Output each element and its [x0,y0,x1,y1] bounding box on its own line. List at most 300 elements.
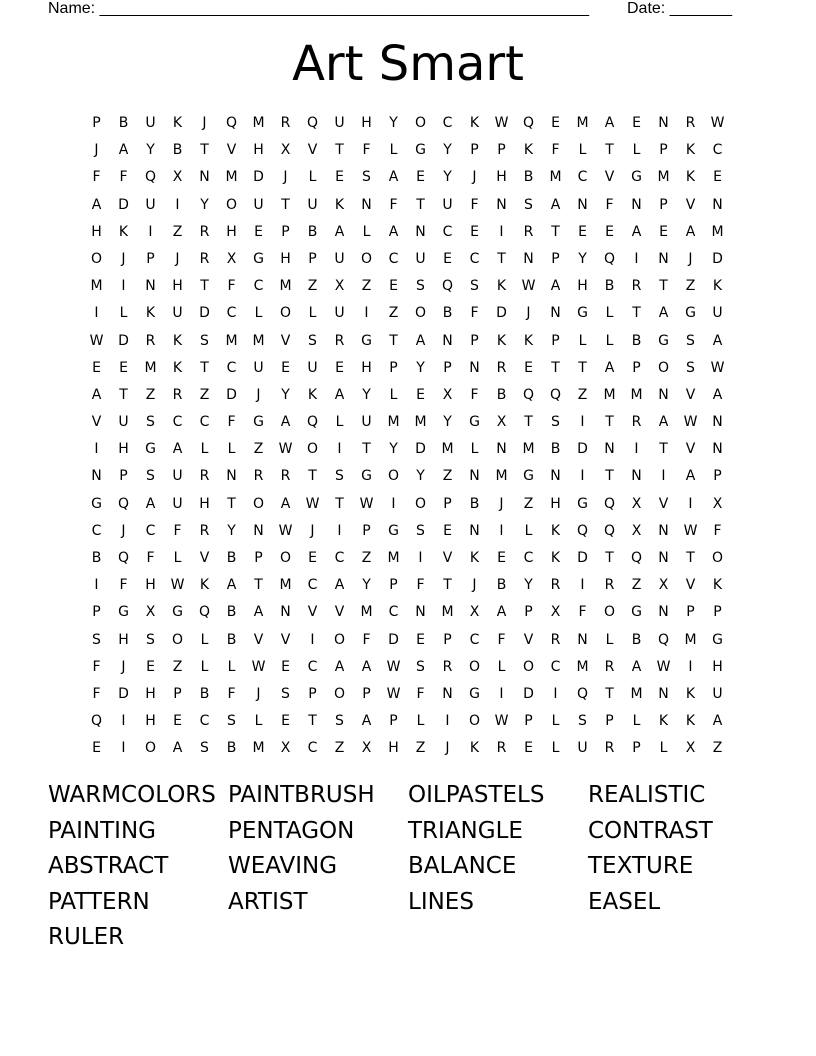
grid-letter: J [283,169,288,186]
grid-letter: B [496,386,507,403]
grid-letter: S [146,414,155,431]
grid-letter: M [684,631,697,648]
grid-letter: C [469,631,480,648]
grid-letter: X [145,604,156,621]
grid-letter: K [145,305,156,322]
grid-letter: H [118,631,129,648]
grid-letter: W [89,332,104,349]
grid-letter: I [121,740,126,757]
grid-letter: S [146,631,155,648]
grid-letter: I [175,196,180,213]
grid-letter: T [686,550,695,566]
grid-letter: G [577,305,588,322]
grid-letter: A [91,386,102,403]
grid-letter: N [226,468,237,485]
grid-letter: D [577,550,588,566]
grid-letter: S [308,332,317,349]
grid-letter: E [497,550,506,566]
grid-letter: L [389,386,398,403]
grid-letter: G [172,604,183,621]
grid-letter: O [468,658,481,675]
grid-letter: U [172,468,183,485]
grid-letter: O [279,305,292,322]
grid-letter: T [308,468,317,485]
grid-letter: U [118,414,129,431]
grid-letter: J [94,142,99,159]
grid-letter: P [497,142,506,159]
grid-letter: E [335,169,344,186]
grid-letter: A [334,386,345,403]
grid-letter: E [92,740,101,757]
grid-letter: Z [199,386,210,403]
grid-letter: U [172,495,183,512]
grid-letter: Y [200,196,209,213]
word-list-item: PATTERN [48,888,150,915]
grid-letter: U [145,196,156,213]
grid-letter: Y [362,386,371,403]
grid-letter: M [657,169,670,186]
grid-letter: F [362,631,371,648]
grid-letter: A [334,658,345,675]
grid-letter: Z [388,305,399,322]
grid-letter: C [388,604,399,621]
grid-letter: N [469,468,480,485]
grid-letter: K [199,577,210,594]
grid-letter: N [658,386,669,403]
grid-letter: G [145,441,156,458]
grid-letter: Q [549,386,562,403]
grid-letter: N [658,522,669,539]
grid-letter: J [121,250,126,267]
grid-letter: L [335,414,344,431]
grid-letter: B [523,169,534,186]
grid-letter: N [658,685,669,702]
grid-letter: W [251,658,266,675]
grid-letter: L [605,631,614,648]
grid-letter: E [632,115,641,131]
grid-letter: T [389,332,398,349]
grid-letter: W [494,713,509,730]
grid-letter: Q [603,522,616,539]
grid-letter: V [253,631,264,648]
name-field[interactable]: Name: _______________________________________________________ [48,0,589,17]
grid-letter: A [550,278,561,295]
grid-letter: M [549,169,562,186]
grid-letter: K [550,550,561,566]
grid-letter: B [631,332,642,349]
grid-letter: R [523,223,534,240]
grid-letter: M [630,386,643,403]
grid-letter: S [524,196,533,213]
grid-letter: I [364,305,369,322]
grid-letter: I [499,223,504,240]
grid-letter: S [200,740,209,757]
grid-letter: X [172,169,183,186]
grid-letter: P [632,359,641,376]
grid-letter: Z [415,740,426,757]
grid-letter: L [659,740,668,757]
grid-letter: H [280,250,291,267]
grid-letter: K [172,359,183,376]
grid-letter: G [253,414,264,431]
grid-letter: V [307,142,318,159]
grid-letter: Q [657,631,670,648]
word-list-item: RULER [48,924,125,951]
grid-letter: K [172,115,183,131]
grid-letter: Z [712,740,723,757]
grid-letter: P [308,250,317,267]
grid-letter: T [659,441,668,458]
grid-letter: C [145,522,156,539]
grid-letter: A [712,332,723,349]
grid-letter: B [550,441,561,458]
grid-letter: R [334,332,345,349]
grid-letter: I [580,577,585,594]
grid-letter: B [496,577,507,594]
grid-letter: T [605,142,614,159]
grid-letter: M [630,685,643,702]
grid-letter: P [551,332,560,349]
grid-letter: U [253,359,264,376]
grid-letter: W [710,359,725,376]
grid-letter: Y [443,169,452,186]
grid-letter: A [631,658,642,675]
grid-letter: X [334,278,345,295]
word-list-item: TEXTURE [588,853,694,880]
grid-letter: J [526,305,531,322]
grid-letter: W [683,414,698,431]
grid-letter: S [416,658,425,675]
grid-letter: Q [306,115,319,131]
grid-letter: T [227,495,236,512]
grid-letter: S [416,522,425,539]
grid-letter: M [279,577,292,594]
grid-letter: Y [578,250,587,267]
grid-letter: B [226,740,237,757]
grid-letter: O [333,631,346,648]
grid-letter: R [199,250,210,267]
grid-letter: P [443,495,452,512]
grid-letter: P [443,631,452,648]
grid-letter: M [252,740,265,757]
grid-letter: Y [389,115,398,131]
grid-letter: T [659,278,668,295]
grid-letter: A [145,495,156,512]
grid-letter: P [173,685,182,702]
word-list-item: REALISTIC [588,782,706,808]
grid-letter: P [659,142,668,159]
grid-letter: E [389,278,398,295]
grid-letter: N [469,522,480,539]
grid-letter: L [578,332,587,349]
grid-letter: G [577,495,588,512]
grid-letter: G [631,169,642,186]
grid-letter: Z [172,223,183,240]
grid-letter: X [469,604,480,621]
grid-letter: Z [361,550,372,566]
grid-letter: B [226,604,237,621]
word-list-item: PAINTBRUSH [228,782,375,808]
grid-letter: B [91,550,102,566]
grid-letter: F [227,414,236,431]
grid-letter: K [685,713,696,730]
grid-letter: A [388,223,399,240]
grid-letter: B [631,631,642,648]
grid-letter: P [389,577,398,594]
grid-letter: M [576,658,589,675]
grid-letter: I [553,685,558,702]
grid-letter: G [361,468,372,485]
grid-letter: E [92,359,101,376]
grid-letter: A [712,386,723,403]
grid-letter: R [280,115,291,131]
grid-letter: N [496,196,507,213]
grid-letter: A [172,441,183,458]
grid-letter: O [252,495,265,512]
grid-letter: F [416,685,425,702]
grid-letter: J [688,250,693,267]
grid-letter: W [305,495,320,512]
grid-letter: A [631,223,642,240]
grid-letter: J [256,386,261,403]
grid-letter: V [199,550,210,566]
grid-letter: A [361,713,372,730]
grid-letter: Q [576,685,589,702]
grid-letter: A [118,142,129,159]
grid-letter: F [173,522,182,539]
grid-letter: E [524,359,533,376]
grid-letter: Y [362,577,371,594]
grid-letter: U [361,414,372,431]
grid-letter: L [551,740,560,757]
grid-letter: P [713,604,722,621]
grid-letter: T [632,305,641,322]
grid-letter: F [227,685,236,702]
grid-letter: K [469,115,480,131]
grid-letter: J [175,250,180,267]
grid-letter: D [712,250,723,267]
grid-letter: Q [630,550,643,566]
grid-letter: R [604,740,615,757]
grid-letter: Q [603,250,616,267]
grid-letter: E [659,223,668,240]
grid-letter: L [632,713,641,730]
word-list-item: ABSTRACT [48,853,169,880]
grid-letter: F [470,305,479,322]
grid-letter: H [253,142,264,159]
grid-letter: L [632,142,641,159]
grid-letter: H [361,359,372,376]
grid-letter: I [499,522,504,539]
grid-letter: I [391,495,396,512]
grid-letter: F [416,577,425,594]
grid-letter: Q [306,414,319,431]
grid-letter: S [146,468,155,485]
grid-letter: M [495,468,508,485]
grid-letter: H [577,278,588,295]
grid-letter: C [226,305,237,322]
grid-letter: I [634,250,639,267]
grid-letter: K [658,713,669,730]
grid-letter: R [199,522,210,539]
grid-letter: C [172,414,183,431]
grid-letter: I [121,713,126,730]
grid-letter: A [604,115,615,131]
grid-letter: O [657,359,670,376]
word-list-item: WEAVING [228,853,338,880]
grid-letter: R [145,332,156,349]
grid-letter: H [145,713,156,730]
grid-letter: Z [523,495,534,512]
grid-letter: V [280,332,291,349]
date-field[interactable]: Date: _______ [627,0,732,17]
grid-letter: L [578,142,587,159]
grid-letter: P [713,468,722,485]
grid-letter: P [281,223,290,240]
grid-letter: E [551,115,560,131]
grid-letter: Z [253,441,264,458]
grid-letter: Y [524,577,533,594]
grid-letter: C [199,713,210,730]
grid-letter: Q [117,495,130,512]
grid-letter: N [253,522,264,539]
grid-letter: M [90,278,103,295]
grid-letter: K [496,332,507,349]
grid-letter: O [360,250,373,267]
grid-letter: I [580,468,585,485]
grid-letter: A [334,223,345,240]
grid-letter: T [335,495,344,512]
grid-letter: R [604,658,615,675]
grid-letter: M [441,441,454,458]
grid-letter: F [470,386,479,403]
grid-letter: T [605,550,614,566]
grid-letter: Q [117,550,130,566]
grid-letter: U [577,740,588,757]
grid-letter: O [333,685,346,702]
grid-letter: Z [685,278,696,295]
grid-letter: P [524,604,533,621]
grid-letter: V [685,386,696,403]
grid-letter: P [470,142,479,159]
grid-letter: X [631,522,642,539]
grid-letter: H [145,685,156,702]
grid-letter: O [90,250,103,267]
grid-letter: K [307,386,318,403]
grid-letter: P [524,713,533,730]
grid-letter: F [227,278,236,295]
grid-letter: G [415,142,426,159]
grid-letter: M [441,604,454,621]
grid-letter: N [496,441,507,458]
grid-letter: H [172,278,183,295]
grid-letter: C [91,522,102,539]
grid-letter: B [172,142,183,159]
grid-letter: W [521,278,536,295]
grid-letter: S [335,468,344,485]
grid-letter: U [307,196,318,213]
grid-letter: U [415,250,426,267]
grid-letter: T [308,713,317,730]
grid-letter: P [389,713,398,730]
grid-letter: L [551,713,560,730]
grid-letter: F [119,169,128,186]
grid-letter: C [550,658,561,675]
grid-letter: J [121,658,126,675]
grid-letter: L [227,658,236,675]
grid-letter: A [658,305,669,322]
grid-letter: K [550,522,561,539]
grid-letter: C [469,250,480,267]
grid-letter: O [711,550,724,566]
grid-letter: L [605,332,614,349]
word-list-item: PAINTING [48,817,156,844]
grid-letter: S [551,414,560,431]
grid-letter: X [496,414,507,431]
grid-letter: L [119,305,128,322]
grid-letter: N [658,604,669,621]
grid-letter: Z [577,386,588,403]
grid-letter: L [416,713,425,730]
grid-letter: C [253,278,264,295]
grid-letter: A [361,658,372,675]
grid-letter: V [685,441,696,458]
grid-letter: S [335,713,344,730]
grid-letter: T [119,386,128,403]
grid-letter: E [281,713,290,730]
grid-letter: G [469,414,480,431]
grid-letter: X [631,495,642,512]
grid-letter: D [496,305,507,322]
grid-letter: D [118,332,129,349]
grid-letter: O [171,631,184,648]
grid-letter: E [335,359,344,376]
grid-letter: I [688,495,693,512]
grid-letter: M [225,169,238,186]
grid-letter: C [307,658,318,675]
grid-letter: T [605,468,614,485]
grid-letter: B [307,223,318,240]
grid-letter: Q [144,169,157,186]
grid-letter: P [362,522,371,539]
grid-letter: O [414,305,427,322]
grid-letter: A [253,604,264,621]
grid-letter: T [200,359,209,376]
grid-letter: M [711,223,724,240]
grid-letter: K [685,142,696,159]
grid-letter: A [685,468,696,485]
grid-letter: Z [334,740,345,757]
grid-letter: G [523,468,534,485]
grid-letter: U [253,196,264,213]
grid-letter: M [144,359,157,376]
grid-letter: G [361,332,372,349]
grid-letter: V [604,169,615,186]
grid-letter: D [226,386,237,403]
grid-letter: E [443,250,452,267]
grid-letter: Z [172,658,183,675]
grid-letter: X [280,740,291,757]
grid-letter: Y [227,522,236,539]
word-list-item: BALANCE [408,853,517,880]
grid-letter: S [686,359,695,376]
grid-letter: F [92,169,101,186]
grid-letter: W [710,115,725,131]
grid-letter: R [172,386,183,403]
grid-letter: A [415,332,426,349]
grid-letter: N [577,196,588,213]
grid-letter: M [360,604,373,621]
